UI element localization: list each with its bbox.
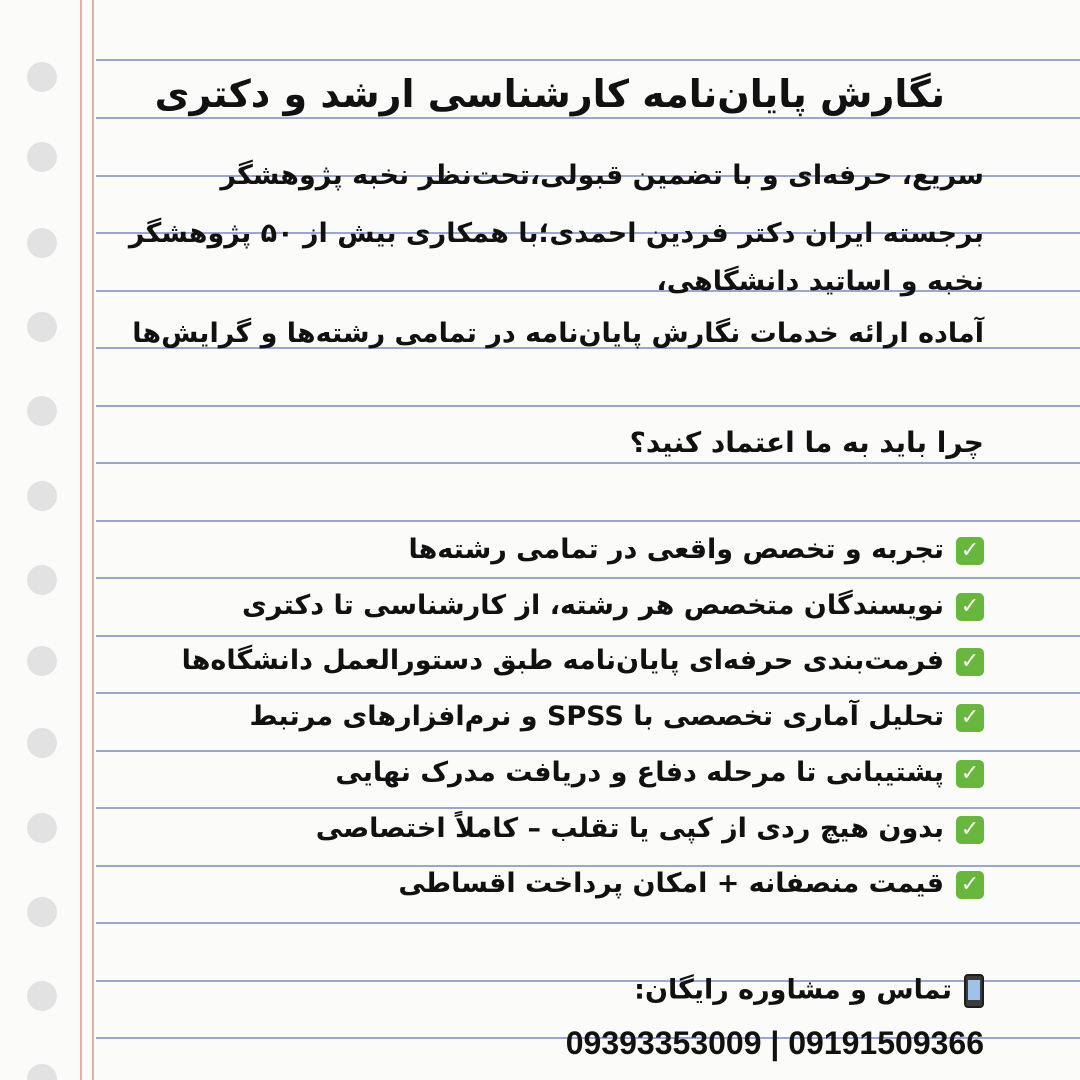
feature-text: تجربه و تخصص واقعی در تمامی رشته‌ها xyxy=(408,534,944,565)
check-mark-icon: ✓ xyxy=(956,704,984,732)
ruled-line xyxy=(96,59,1080,61)
intro-line-3: نخبه و اساتید دانشگاهی، xyxy=(656,266,984,297)
punch-hole xyxy=(27,228,57,258)
check-mark-icon: ✓ xyxy=(956,871,984,899)
punch-hole xyxy=(27,312,57,342)
ruled-line xyxy=(96,807,1080,809)
ruled-line xyxy=(96,635,1080,637)
punch-hole xyxy=(27,813,57,843)
punch-hole xyxy=(27,981,57,1011)
punch-hole xyxy=(27,565,57,595)
margin-line xyxy=(80,0,82,1080)
check-mark-icon: ✓ xyxy=(956,648,984,676)
phone-numbers[interactable]: 09393353009 | 09191509366 xyxy=(565,1025,984,1061)
check-mark-icon: ✓ xyxy=(956,816,984,844)
check-mark-icon: ✓ xyxy=(956,760,984,788)
punch-hole xyxy=(27,396,57,426)
ruled-line xyxy=(96,750,1080,752)
feature-item xyxy=(250,701,984,733)
mobile-phone-icon xyxy=(964,974,984,1008)
feature-item xyxy=(408,534,984,566)
ruled-line xyxy=(96,865,1080,867)
feature-text: تحلیل آماری تخصصی با SPSS و نرم‌افزارهای مرتبط xyxy=(249,701,944,732)
intro-line-4: آماده ارائه خدمات نگارش پایان‌نامه در تمامی رشته‌ها و گرایش‌ها xyxy=(132,318,984,349)
ruled-line xyxy=(96,520,1080,522)
feature-text: پشتیبانی تا مرحله دفاع و دریافت مدرک نهایی xyxy=(335,757,944,788)
feature-item xyxy=(398,868,984,900)
margin-line xyxy=(92,0,94,1080)
feature-item xyxy=(182,645,984,677)
ruled-line xyxy=(96,692,1080,694)
ruled-line xyxy=(96,462,1080,464)
punch-hole xyxy=(27,728,57,758)
intro-line-2: برجسته ایران دکتر فردین احمدی؛با همکاری بیش از ۵۰ پژوهشگر xyxy=(128,218,984,249)
feature-item xyxy=(316,813,984,845)
feature-text: بدون هیچ ردی از کپی یا تقلب – کاملاً اختصاصی xyxy=(315,813,944,844)
ruled-line xyxy=(96,577,1080,579)
trust-question-heading: چرا باید به ما اعتماد کنید؟ xyxy=(629,426,984,459)
punch-hole xyxy=(27,481,57,511)
feature-text: قیمت منصفانه + امکان پرداخت اقساطی xyxy=(398,868,944,899)
check-mark-icon: ✓ xyxy=(956,593,984,621)
feature-item xyxy=(335,757,984,789)
feature-item xyxy=(242,590,984,622)
punch-hole xyxy=(27,62,57,92)
punch-hole xyxy=(27,897,57,927)
punch-hole xyxy=(27,646,57,676)
feature-text: فرمت‌بندی حرفه‌ای پایان‌نامه طبق دستورالعمل دانشگاه‌ها xyxy=(181,645,944,676)
check-mark-icon: ✓ xyxy=(956,537,984,565)
contact-label-text: تماس و مشاوره رایگان: xyxy=(634,974,952,1006)
intro-line-1: سریع، حرفه‌ای و با تضمین قبولی،تحت‌نظر نخبه پژوهشگر xyxy=(220,160,984,191)
feature-text: نویسندگان متخصص هر رشته، از کارشناسی تا دکتری xyxy=(241,590,944,621)
punch-hole xyxy=(27,142,57,172)
ruled-line xyxy=(96,405,1080,407)
page-title: نگارش پایان‌نامه کارشناسی ارشد و دکتری xyxy=(154,72,945,116)
ruled-line xyxy=(96,922,1080,924)
contact-label xyxy=(634,974,984,1008)
punch-hole xyxy=(27,1064,57,1080)
